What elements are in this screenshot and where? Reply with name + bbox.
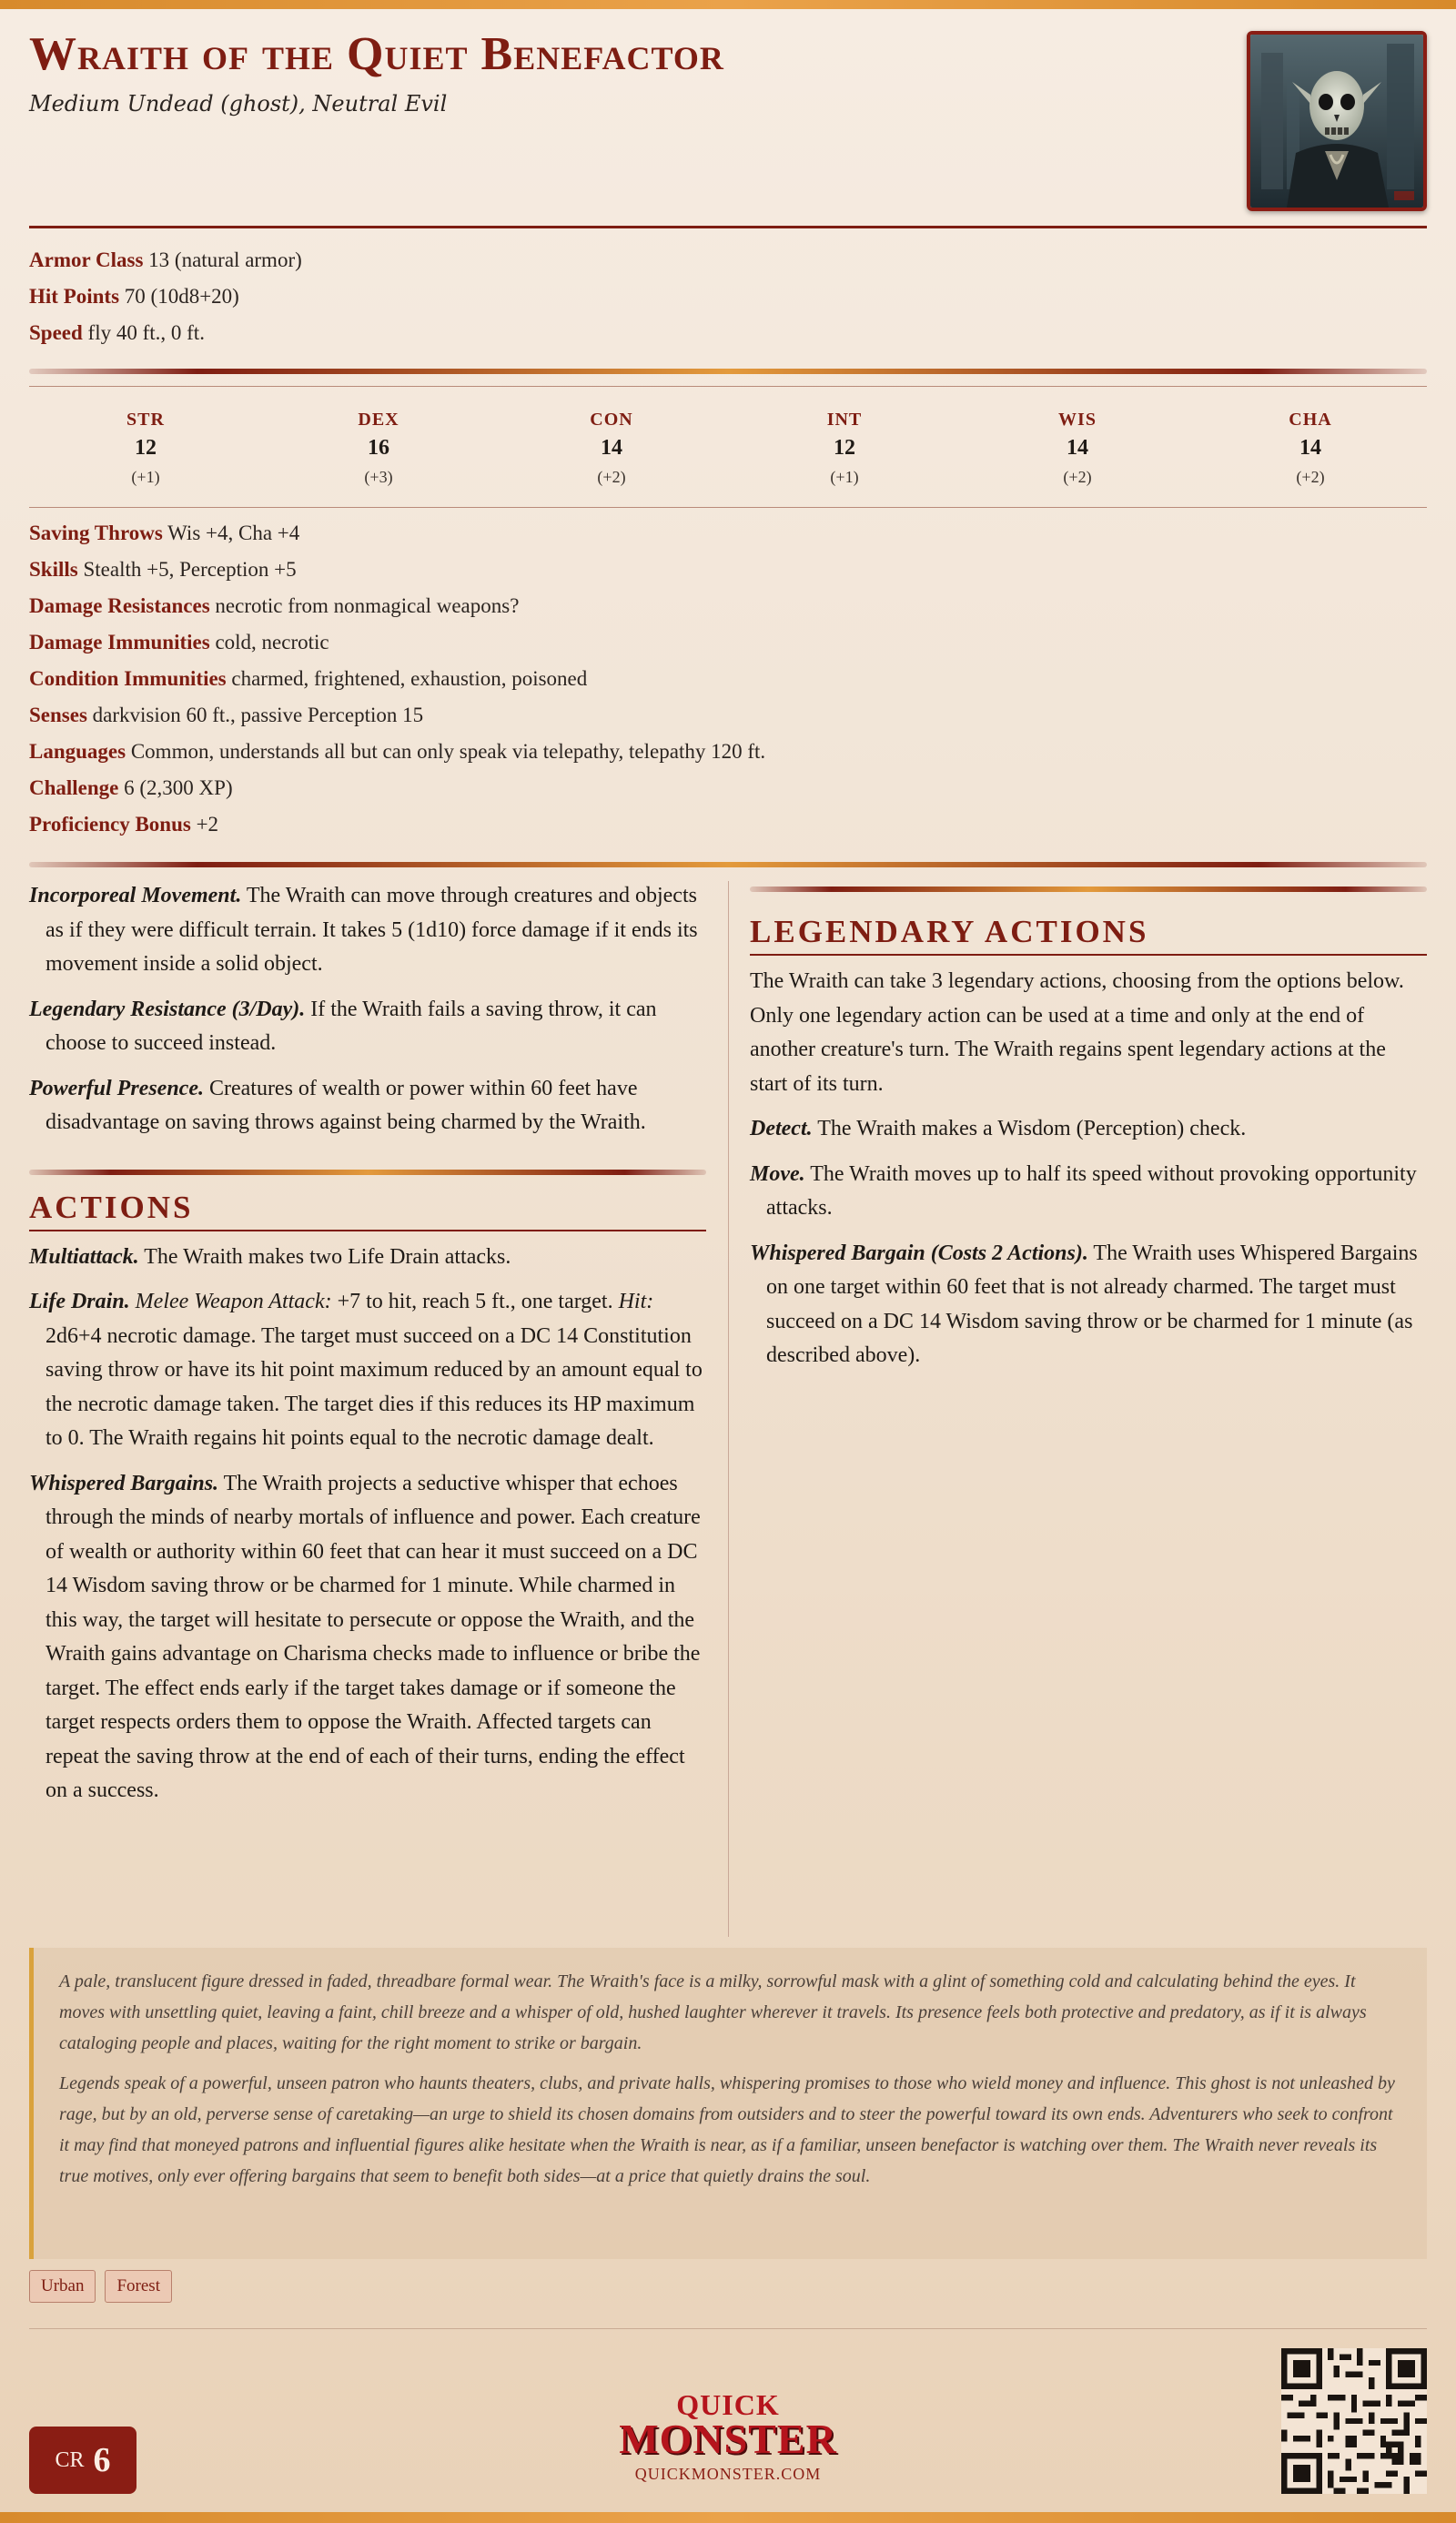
legendary-move: Move. The Wraith moves up to half its speed without provoking opportunity attacks.: [750, 1161, 1417, 1220]
ability-bottom-rule: [29, 507, 1427, 508]
action-life-drain: Life Drain. Melee Weapon Attack: +7 to hit, reach 5 ft., one target. Hit: 2d6+4 necrotic damage. The target must succeed on a DC 14 Constitution saving throw or have its hit point maximum reduced by an amount equal to the necrotic damage taken. The target dies if this reduces its HP maximum to 0. The Wraith regains hit points equal to the necrotic damage dealt.: [29, 1290, 703, 1450]
saving-throws-line: Saving Throws Wis +4, Cha +4: [29, 522, 300, 544]
monster-name: Wraith of the Quiet Benefactor: [29, 28, 724, 80]
top-accent-bar: [0, 0, 1456, 9]
lore-paragraph: A pale, translucent figure dressed in faded, threadbare formal wear. The Wraith's face is a milky, sorrowful mask with a glint of something cold and calculating behind the eyes. It moves with unsettling quiet, leaving a faint, chill breeze and a whisper of old, hushed laughter wherever it travels. Its presence feels both protective and predatory, as if it is always cataloging people and places, waiting for the right moment to strike or bargain.: [59, 1971, 1367, 2053]
basic-stats: [29, 242, 1427, 351]
stat-label: Speed: [29, 321, 83, 344]
skills-line: Skills Stealth +5, Perception +5: [29, 558, 297, 581]
ability-con: CON 14 (+2): [590, 410, 633, 486]
monster-type: Medium Undead (ghost), Neutral Evil: [29, 91, 448, 117]
senses-line: Senses darkvision 60 ft., passive Perception 15: [29, 704, 424, 726]
stat-block-page: [29, 9, 1427, 2483]
legendary-actions-heading: LEGENDARY ACTIONS: [750, 914, 1427, 956]
logo-line-2: MONSTER: [619, 2416, 837, 2462]
feature-incorporeal-movement: Incorporeal Movement. The Wraith can move through creatures and objects as if they were difficult terrain. It takes 5 (1d10) force damage if it ends its movement inside a solid object.: [29, 884, 698, 976]
legendary-detect: Detect. The Wraith makes a Wisdom (Perception) check.: [750, 1117, 1247, 1140]
armor-class-line: [29, 242, 1427, 279]
tag-forest[interactable]: Forest: [105, 2270, 172, 2303]
damage-resistances-line: Damage Resistances necrotic from nonmagical weapons?: [29, 594, 520, 617]
ability-cha: CHA 14 (+2): [1289, 410, 1332, 486]
cr-label: CR: [55, 2447, 85, 2472]
action-whispered-bargains: Whispered Bargains. The Wraith projects a seductive whisper that echoes through the minds of nearby mortals of influence and power. Each creature of wealth or authority within 60 feet that can hear it must succeed on a DC 14 Wisdom saving throw or be charmed for 1 minute. While charmed in this way, the target will hesitate to persecute or oppose the Wraith, and the Wraith gains advantage on Charisma checks made to influence or bribe the target. The effect ends early if the target takes damage or if someone the target respects orders them to oppose the Wraith. Affected targets can repeat the saving throw at the end of each of their turns, ending the effect on a success.: [29, 1471, 701, 1802]
ability-int: INT 12 (+1): [826, 410, 863, 486]
trait-list: [29, 515, 1427, 843]
languages-line: Languages Common, understands all but can only speak via telepathy, telepathy 120 ft.: [29, 740, 766, 763]
qr-code-icon[interactable]: [1281, 2348, 1427, 2494]
cr-value: 6: [93, 2441, 111, 2479]
legendary-intro: The Wraith can take 3 legendary actions, choosing from the options below. Only one legendary action can be used at a time and only at the end of another creature's turn. The Wraith regains spent legendary actions at the start of its turn.: [750, 969, 1404, 1096]
challenge-line: Challenge 6 (2,300 XP): [29, 776, 233, 799]
ability-str: STR 12 (+1): [126, 410, 165, 486]
stat-value: fly 40 ft., 0 ft.: [87, 321, 205, 344]
bottom-accent-bar: [0, 2512, 1456, 2523]
ability-top-rule: [29, 386, 1427, 387]
action-multiattack: Multiattack. The Wraith makes two Life Drain attacks.: [29, 1244, 511, 1269]
header-divider: [29, 226, 1427, 228]
stat-label: Armor Class: [29, 248, 144, 271]
feature-powerful-presence: Powerful Presence. Creatures of wealth or power within 60 feet have disadvantage on saving throws against being charmed by the Wraith.: [29, 1076, 646, 1134]
logo-line-1: QUICK: [676, 2388, 780, 2421]
quickmonster-logo[interactable]: [592, 2390, 864, 2484]
section-divider: [29, 1170, 706, 1175]
site-url[interactable]: QUICKMONSTER.COM: [634, 2465, 822, 2483]
stat-value: 70 (10d8+20): [124, 285, 239, 308]
tag-urban[interactable]: Urban: [29, 2270, 96, 2303]
ability-scores: [29, 399, 1427, 508]
lore-paragraph: Legends speak of a powerful, unseen patron who haunts theaters, clubs, and private halls, whispering promises to those who wield money and influence. This ghost is not unleashed by rage, but by an old, perverse sense of caretaking—an urge to shield its chosen domains from outsiders and to steer the powerful toward its own ends. Adventurers who seek to confront it may find that moneyed patrons and influential figures alike hesitate when the Wraith is near, as if a familiar, unseen benefactor is watching over them. The Wraith never reveals its true motives, only ever offering bargains that seem to benefit both sides—at a price that quietly drains the soul.: [59, 2073, 1395, 2186]
lore-description: [29, 1948, 1427, 2259]
proficiency-bonus-line: Proficiency Bonus +2: [29, 813, 219, 836]
section-divider: [29, 369, 1427, 374]
ability-wis: WIS 14 (+2): [1058, 410, 1097, 486]
section-divider: [29, 862, 1427, 867]
stat-value: 13 (natural armor): [148, 248, 302, 271]
speed-line: [29, 315, 1427, 351]
environment-tags: [29, 2270, 172, 2303]
wraith-portrait-image: [1250, 35, 1423, 208]
header: [29, 9, 1427, 226]
damage-immunities-line: Damage Immunities cold, necrotic: [29, 631, 329, 654]
monster-portrait[interactable]: [1247, 31, 1427, 211]
left-column: [29, 879, 706, 1819]
ability-dex: DEX 16 (+3): [358, 410, 399, 486]
actions-heading: ACTIONS: [29, 1190, 706, 1231]
column-divider: [728, 881, 729, 1937]
section-divider: [750, 887, 1427, 892]
right-column: [750, 879, 1427, 1384]
feature-legendary-resistance: Legendary Resistance (3/Day). If the Wraith fails a saving throw, it can choose to succeed instead.: [29, 997, 657, 1055]
legendary-whispered-bargain: Whispered Bargain (Costs 2 Actions). The Wraith uses Whispered Bargains on one target within 60 feet that is not already charmed. The target must succeed on a DC 14 Wisdom saving throw or be charmed for 1 minute (as described above).: [750, 1241, 1418, 1367]
footer-divider: [29, 2328, 1427, 2329]
condition-immunities-line: Condition Immunities charmed, frightened, exhaustion, poisoned: [29, 667, 588, 690]
cr-badge: [29, 2427, 136, 2494]
stat-label: Hit Points: [29, 285, 120, 308]
hit-points-line: [29, 279, 1427, 315]
